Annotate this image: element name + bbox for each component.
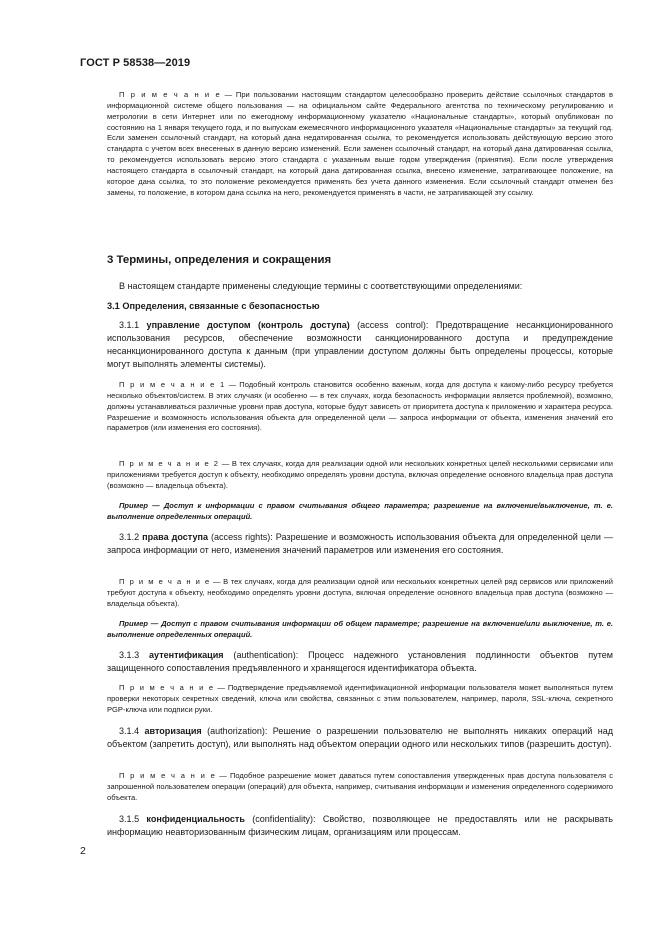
note-3-1-1-2 <box>107 459 613 492</box>
example-3-1-1: Пример — Доступ к информации с правом считывания общего параметра; разрешение на включение/выключение, т. е. выполнение определенных операций. <box>107 501 613 521</box>
term-name: авторизация <box>144 726 202 736</box>
term-number: 3.1.5 <box>119 814 147 824</box>
example-3-1-2: Пример — Доступ с правом считывания информации об общем параметре; разрешение на включение/или выключение, т. е. выполнение определенных операций. <box>107 619 613 639</box>
note-label: П р и м е ч а н и е 2 <box>119 459 220 468</box>
note-3-1-2 <box>107 577 613 610</box>
term-3-1-4 <box>107 725 613 751</box>
section-title: 3 Термины, определения и сокращения <box>107 254 332 266</box>
document-header: ГОСТ Р 58538—2019 <box>80 57 191 69</box>
note-text: — Подобный контроль становится особенно важным, когда для доступа к какому-либо ресурсу требуется несколько объектов/систем. В этих случаях (и особенно — в тех случаях, когда безопасность информации является проблемной), возможно, должны устанавливаться различные уровни прав доступа, которые будут зависеть от приоритета доступа к приложению и характера ресурса. Разрешение и возможность использования объекта для определенной цели — запроса информации от объекта, изменения значений его параметров (или изменения его состояния). <box>107 380 613 433</box>
note-3-1-3 <box>107 683 613 716</box>
term-definition: (access control): Предотвращение несанкционированного использования ресурсов, обеспечение возможности санкционированного доступа и предупреждение несанкционированного доступа к данным (при управлении доступом должны быть определены процессы, которые могут выполнять элементы системы). <box>107 320 613 369</box>
term-3-1-5 <box>107 813 613 839</box>
term-3-1-1 <box>107 319 613 371</box>
note-text: — Подтверждение предъявляемой идентификационной информации пользователя может выполняться путем проверки некоторых секретных сведений, ключа или свойства, связанных с этим пользователем, например, пароля, SSL-ключа, секретного PGP-ключа или подписи руки. <box>107 683 613 714</box>
term-3-1-3 <box>107 649 613 675</box>
note-text: — В тех случаях, когда для реализации одной или нескольких конкретных целей ряд сервисов или приложений требуют доступа к объекту, необходимо определять уровни доступа, включая определение основного владельца прав доступа (возможно — владельца объекта). <box>107 577 613 608</box>
term-definition: (authorization): Решение о разрешении пользователю не выполнять никаких операций над объектом (запретить доступ), или выполнять над объектом операции одного или нескольких типов (разрешить доступ). <box>107 726 614 749</box>
term-definition: (access rights): Разрешение и возможность использования объекта для определенной цели — запроса информации от него, изменения значений параметров или изменения его состояния. <box>107 532 614 555</box>
term-definition: (authentication): Процесс надежного установления подлинности объектов путем защищенного сопоставления предъявленного и хранящегося идентификатора объекта. <box>107 650 614 673</box>
page-number: 2 <box>80 845 86 857</box>
term-name: конфиденциальность <box>146 814 245 824</box>
term-number: 3.1.3 <box>119 650 150 660</box>
term-number: 3.1.2 <box>119 532 143 542</box>
note-label: П р и м е ч а н и е <box>119 577 211 586</box>
section-intro: В настоящем стандарте применены следующие термины с соответствующими определениями: <box>119 281 523 291</box>
note-text: — При пользовании настоящим стандартом целесообразно проверить действие ссылочных стандартов в информационной системе общего пользования — на официальном сайте Федерального агентства по техническому регулированию и метрологии в сети Интернет или по ежегодному информационному указателю «Национальные стандарты», который опубликован по состоянию на 1 января текущего года, и по выпускам ежемесячного информационного указателя «Национальные стандарты» за текущий год. Если заменен ссылочный стандарт, на который дана недатированная ссылка, то рекомендуется использовать действующую версию этого стандарта с учетом всех внесенных в данную версию изменений. Если заменен ссылочный стандарт, на который дана датированная ссылка, то рекомендуется использовать версию этого стандарта с указанным выше годом утверждения (принятия). Если после утверждения настоящего стандарта в ссылочный стандарт, на который дана датированная ссылка, внесено изменение, затрагивающее положение, на которое дана ссылка, то это положение рекомендуется применять без учета данного изменения. Если ссылочный стандарт отменен без замены, то положение, в котором дана ссылка на него, рекомендуется применять в части, не затрагивающей эту ссылку. <box>107 90 613 197</box>
subsection-title: 3.1 Определения, связанные с безопасностью <box>107 301 320 311</box>
note-label: П р и м е ч а н и е <box>119 683 215 692</box>
note-3-1-4 <box>107 771 613 804</box>
term-name: управление доступом (контроль доступа) <box>146 320 350 330</box>
term-number: 3.1.1 <box>119 320 147 330</box>
term-name: аутентификация <box>149 650 224 660</box>
note-label: П р и м е ч а н и е 1 <box>119 380 226 389</box>
term-name: права доступа <box>142 532 208 542</box>
note-text: — В тех случаях, когда для реализации одной или нескольких конкретных целей несколькими сервисами или приложениями требуется доступ к объекту, необходимо определять уровни доступа, включая определение основного владельца прав доступа (возможно — владельца объекта). <box>107 459 613 490</box>
note-references <box>107 90 613 198</box>
term-number: 3.1.4 <box>119 726 145 736</box>
term-3-1-2 <box>107 531 613 557</box>
note-3-1-1-1 <box>107 380 613 434</box>
note-label: П р и м е ч а н и е <box>119 771 217 780</box>
term-definition: (confidentiality): Свойство, позволяющее не предоставлять или не раскрывать информацию неавторизованным физическим лицам, организациям или процессам. <box>107 814 613 837</box>
note-text: — Подобное разрешение может даваться путем сопоставления утвержденных прав доступа пользователя с запрошенной пользователем операции (операций) для объекта, например, считывания информации и изменения определенного содержимого объекта. <box>107 771 613 802</box>
note-label: П р и м е ч а н и е <box>119 90 221 99</box>
